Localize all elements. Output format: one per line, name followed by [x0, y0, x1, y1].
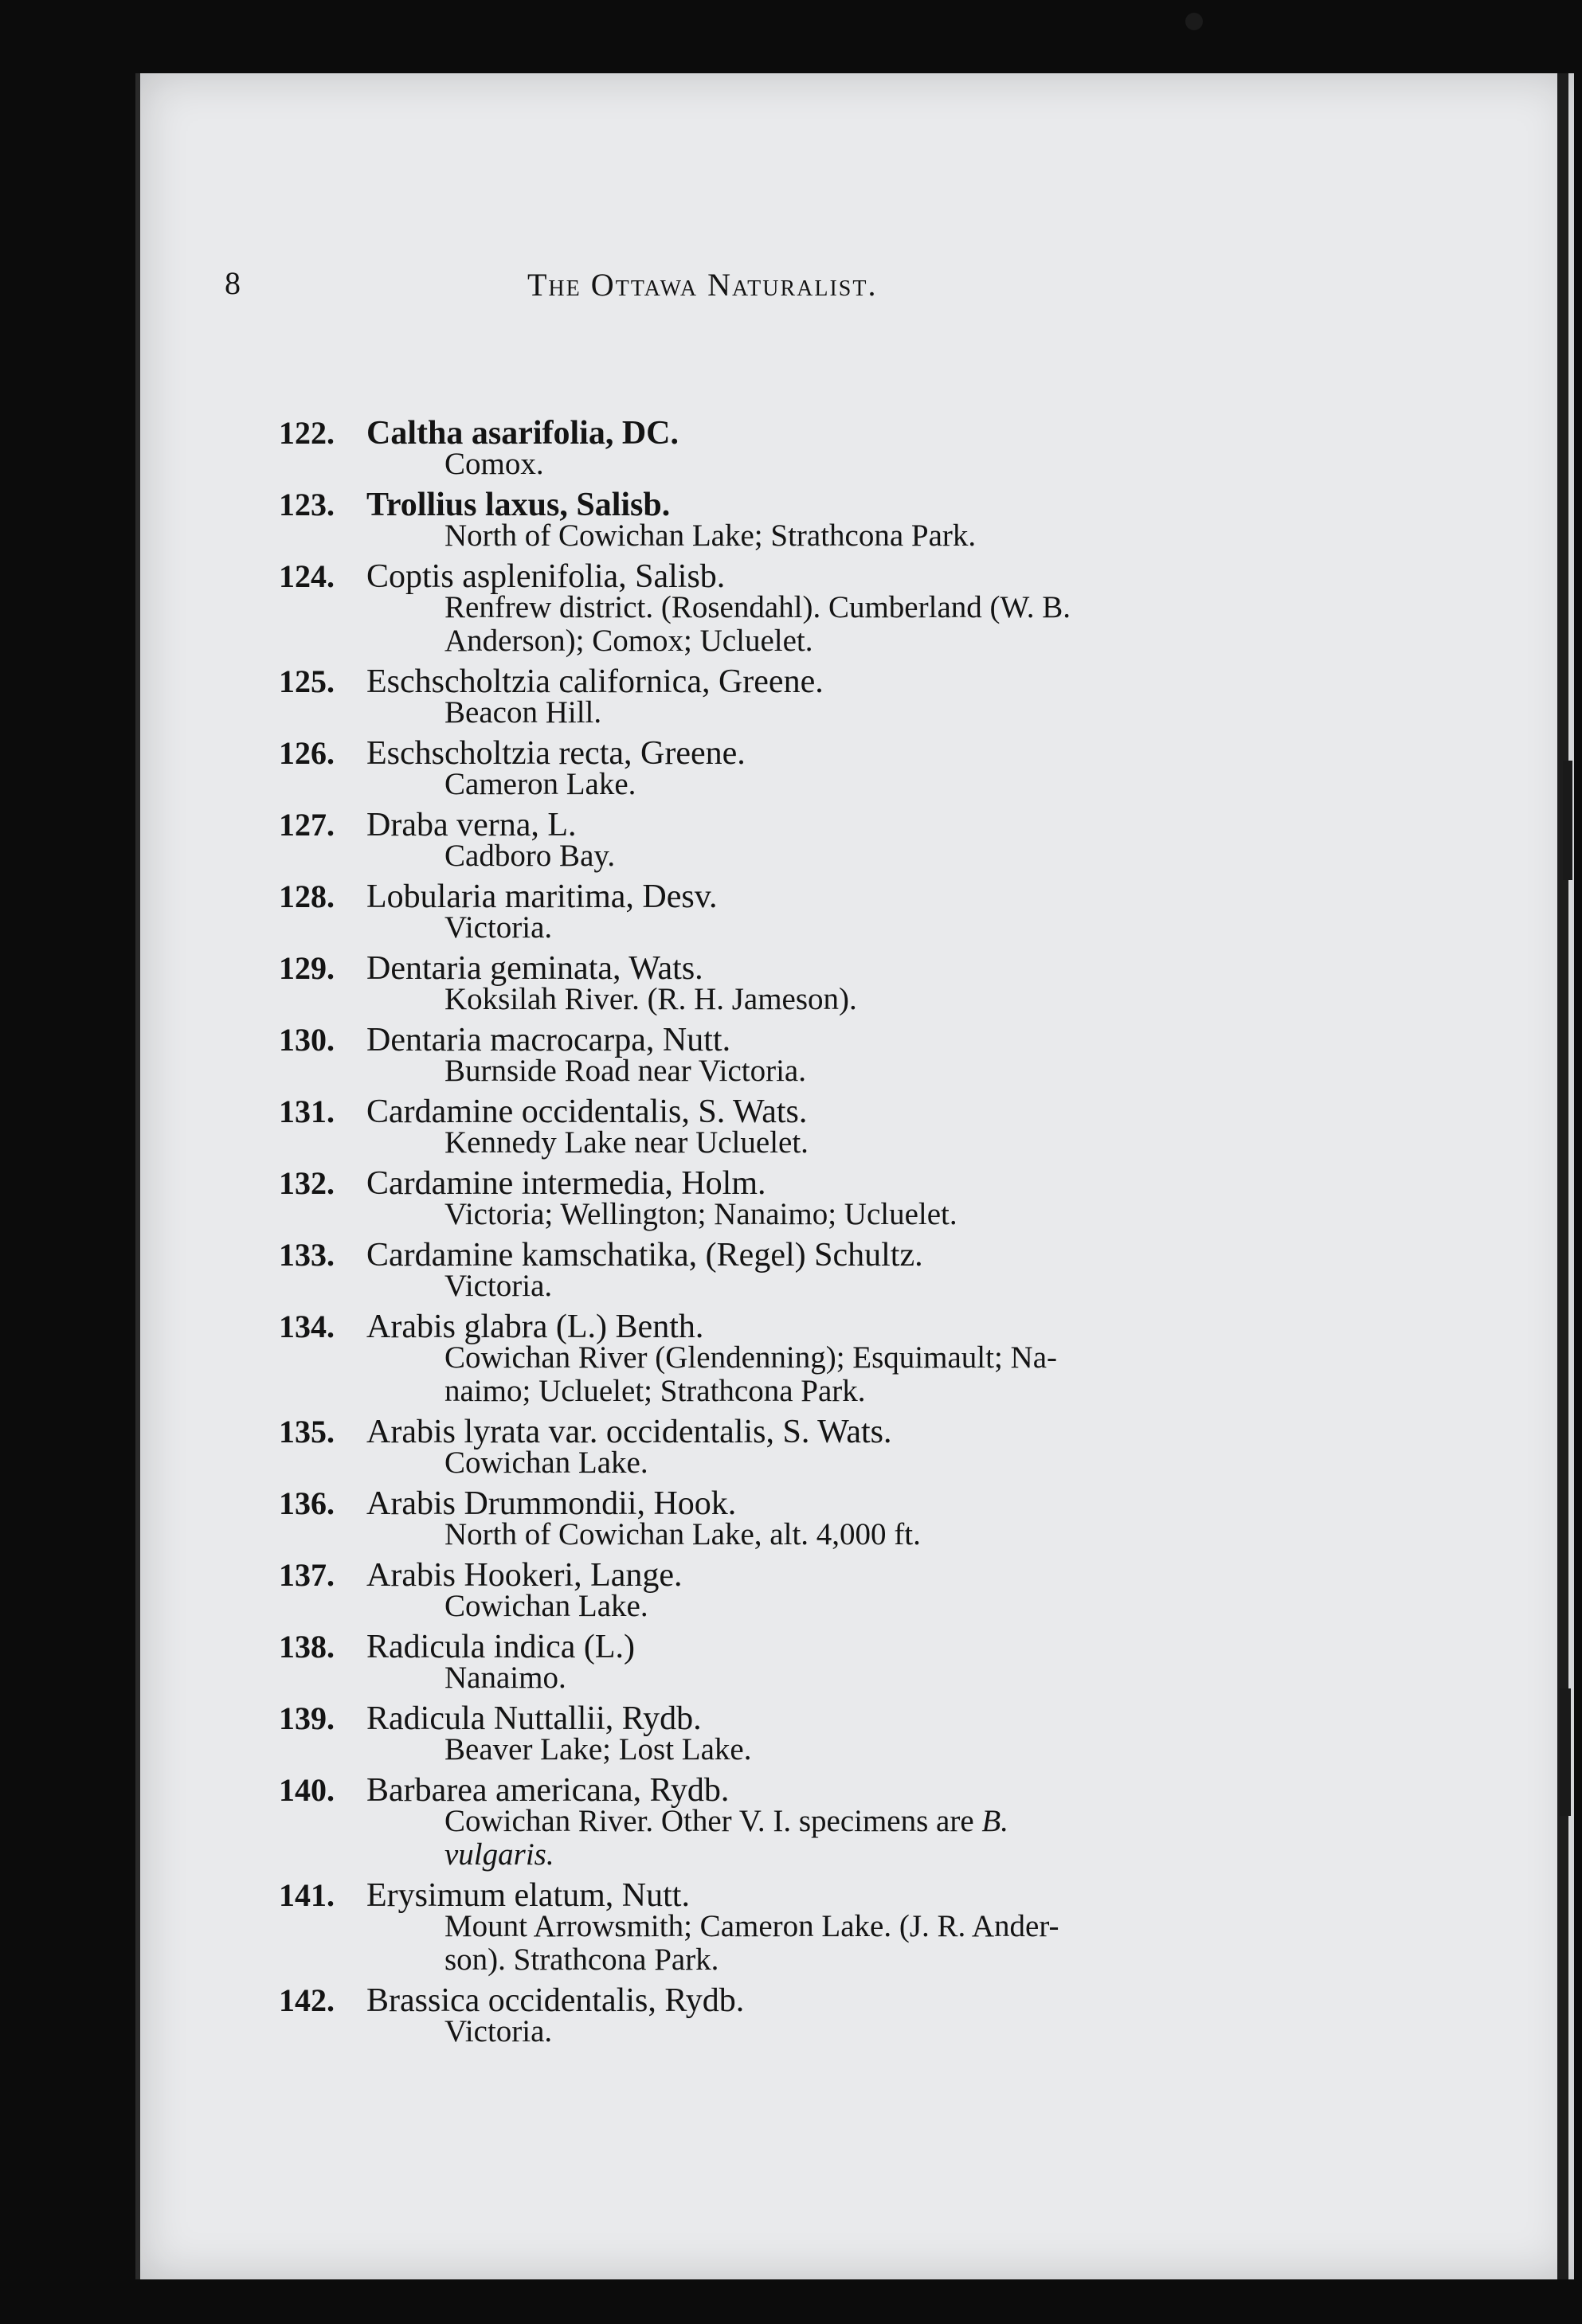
entry-number: 124.: [279, 558, 335, 594]
locality-line: [444, 1590, 1370, 1623]
entry-number: 125.: [279, 663, 335, 699]
species-name: Caltha asarifolia, DC.: [366, 415, 679, 452]
species-entry: [215, 486, 1370, 553]
entry-heading: [215, 1164, 1370, 1202]
locality-line: [444, 1910, 1370, 1943]
entry-heading: [215, 486, 1370, 523]
entry-heading: [215, 414, 1370, 452]
species-name: Brassica occidentalis, Rydb.: [366, 1982, 745, 2019]
species-entry: [215, 1236, 1370, 1303]
locality-text: Renfrew district. (Rosendahl). Cumberland (W. B.: [444, 590, 1071, 624]
species-name: Draba verna, L.: [366, 807, 577, 843]
locality-text: Burnside Road near Victoria.: [444, 1054, 806, 1088]
species-entry: [215, 1485, 1370, 1551]
locality-line: [444, 911, 1370, 945]
entry-number: 122.: [279, 415, 335, 451]
species-entry: [215, 1093, 1370, 1160]
entry-heading: [215, 1021, 1370, 1058]
species-name: Cardamine intermedia, Holm.: [366, 1165, 766, 1202]
locality-line: [444, 983, 1370, 1016]
locality-text: North of Cowichan Lake, alt. 4,000 ft.: [444, 1517, 921, 1551]
species-entry: [215, 1982, 1370, 2048]
species-name: Eschscholtzia recta, Greene.: [366, 735, 746, 772]
species-list: [215, 414, 1370, 2053]
entry-heading: [215, 1485, 1370, 1522]
locality-text: Nanaimo.: [444, 1661, 566, 1695]
species-entry: [215, 558, 1370, 658]
species-entry: [215, 949, 1370, 1016]
species-name: Cardamine kamschatika, (Regel) Schultz.: [366, 1237, 923, 1274]
entry-number: 138.: [279, 1629, 335, 1665]
species-name: Eschscholtzia californica, Greene.: [366, 663, 824, 700]
locality-text: Koksilah River. (R. H. Jameson).: [444, 982, 857, 1016]
species-entry: [215, 1021, 1370, 1088]
locality-line: [444, 1341, 1370, 1375]
species-entry: [215, 1876, 1370, 1977]
locality-text: Beacon Hill.: [444, 695, 602, 730]
locality-line: [444, 768, 1370, 801]
locality-line: [444, 1270, 1370, 1303]
locality-text: Victoria; Wellington; Nanaimo; Ucluelet.: [444, 1197, 957, 1231]
entry-number: 140.: [279, 1772, 335, 1808]
italic-species-name: vulgaris.: [444, 1837, 554, 1872]
entry-heading: [215, 878, 1370, 915]
entry-number: 135.: [279, 1414, 335, 1450]
entry-number: 126.: [279, 735, 335, 771]
locality-text: North of Cowichan Lake; Strathcona Park.: [444, 518, 977, 553]
species-name: Radicula indica (L.): [366, 1629, 636, 1665]
locality-line: [444, 591, 1370, 624]
binding-mark: [1563, 761, 1572, 880]
entry-number: 129.: [279, 950, 335, 986]
species-name: Arabis glabra (L.) Benth.: [366, 1309, 704, 1345]
species-entry: [215, 734, 1370, 801]
species-entry: [215, 878, 1370, 945]
page-edge: [1557, 73, 1568, 2279]
locality-line: [444, 448, 1370, 481]
entry-heading: [215, 1700, 1370, 1737]
binding-mark: [1560, 1688, 1571, 1816]
entry-number: 130.: [279, 1022, 335, 1058]
species-name: Cardamine occidentalis, S. Wats.: [366, 1094, 808, 1130]
entry-heading: [215, 1413, 1370, 1450]
locality-text: Cowichan Lake.: [444, 1446, 648, 1480]
ink-speck: [1185, 13, 1203, 30]
entry-heading: [215, 949, 1370, 987]
species-entry: [215, 806, 1370, 873]
locality-line: [444, 1943, 1370, 1977]
entry-number: 128.: [279, 878, 335, 914]
entry-heading: [215, 1093, 1370, 1130]
locality-text: naimo; Ucluelet; Strathcona Park.: [444, 1374, 866, 1408]
italic-species-name: B.: [981, 1804, 1008, 1838]
species-name: Coptis asplenifolia, Salisb.: [366, 558, 726, 595]
entry-number: 136.: [279, 1485, 335, 1521]
locality-line: [444, 1126, 1370, 1160]
species-name: Dentaria macrocarpa, Nutt.: [366, 1022, 731, 1058]
locality-line: [444, 1733, 1370, 1766]
species-entry: [215, 1628, 1370, 1695]
locality-text: Cowichan River (Glendenning); Esquimault; Na-: [444, 1340, 1057, 1375]
locality-line: [444, 1838, 1370, 1872]
species-name: Arabis lyrata var. occidentalis, S. Wats.: [366, 1414, 892, 1450]
species-entry: [215, 1413, 1370, 1480]
species-entry: [215, 1700, 1370, 1766]
entry-heading: [215, 663, 1370, 700]
entry-number: 123.: [279, 487, 335, 522]
locality-text: Cameron Lake.: [444, 767, 636, 801]
locality-text: Cadboro Bay.: [444, 839, 616, 873]
entry-number: 139.: [279, 1700, 335, 1736]
locality-line: [444, 1446, 1370, 1480]
species-name: Trollius laxus, Salisb.: [366, 487, 671, 523]
entry-heading: [215, 1236, 1370, 1274]
species-entry: [215, 1308, 1370, 1408]
species-name: Arabis Hookeri, Lange.: [366, 1557, 683, 1594]
species-name: Arabis Drummondii, Hook.: [366, 1485, 737, 1522]
entry-heading: [215, 1982, 1370, 2019]
entry-heading: [215, 734, 1370, 772]
entry-heading: [215, 1771, 1370, 1809]
entry-heading: [215, 1876, 1370, 1914]
locality-text: Mount Arrowsmith; Cameron Lake. (J. R. Ander-: [444, 1909, 1059, 1943]
locality-text: son). Strathcona Park.: [444, 1943, 719, 1977]
entry-number: 141.: [279, 1877, 335, 1913]
species-entry: [215, 1556, 1370, 1623]
entry-number: 127.: [279, 807, 335, 843]
locality-text: Anderson); Comox; Ucluelet.: [444, 624, 813, 658]
species-name: Lobularia maritima, Desv.: [366, 878, 718, 915]
locality-line: [444, 696, 1370, 730]
species-name: Erysimum elatum, Nutt.: [366, 1877, 690, 1914]
entry-number: 132.: [279, 1165, 335, 1201]
running-head: [225, 264, 1324, 312]
locality-text: Victoria.: [444, 1269, 553, 1303]
species-name: Dentaria geminata, Wats.: [366, 950, 703, 987]
locality-line: [444, 1518, 1370, 1551]
species-entry: [215, 1164, 1370, 1231]
entry-number: 137.: [279, 1557, 335, 1593]
species-name: Radicula Nuttallii, Rydb.: [366, 1700, 702, 1737]
locality-line: [444, 839, 1370, 873]
locality-line: [444, 519, 1370, 553]
page-number: 8: [225, 265, 241, 301]
locality-text: Beaver Lake; Lost Lake.: [444, 1732, 752, 1766]
entry-number: 134.: [279, 1309, 335, 1344]
locality-text: Victoria.: [444, 910, 553, 945]
species-entry: [215, 414, 1370, 481]
locality-line: [444, 2015, 1370, 2048]
locality-text: Victoria.: [444, 2014, 553, 2048]
entry-heading: [215, 1556, 1370, 1594]
locality-line: [444, 1198, 1370, 1231]
entry-heading: [215, 806, 1370, 843]
species-entry: [215, 663, 1370, 730]
locality-text: Kennedy Lake near Ucluelet.: [444, 1125, 809, 1160]
locality-line: [444, 1661, 1370, 1695]
entry-number: 133.: [279, 1237, 335, 1273]
entry-number: 131.: [279, 1094, 335, 1129]
entry-heading: [215, 1628, 1370, 1665]
entry-heading: [215, 1308, 1370, 1345]
locality-text: Cowichan Lake.: [444, 1589, 648, 1623]
locality-text: Cowichan River. Other V. I. specimens are: [444, 1804, 974, 1838]
locality-line: [444, 1375, 1370, 1408]
entry-heading: [215, 558, 1370, 595]
locality-line: [444, 624, 1370, 658]
locality-line: [444, 1054, 1370, 1088]
locality-text: Comox.: [444, 447, 544, 481]
species-name: Barbarea americana, Rydb.: [366, 1772, 730, 1809]
species-entry: [215, 1771, 1370, 1872]
locality-line: [444, 1805, 1370, 1838]
journal-title: The Ottawa Naturalist.: [527, 267, 878, 303]
entry-number: 142.: [279, 1982, 335, 2018]
